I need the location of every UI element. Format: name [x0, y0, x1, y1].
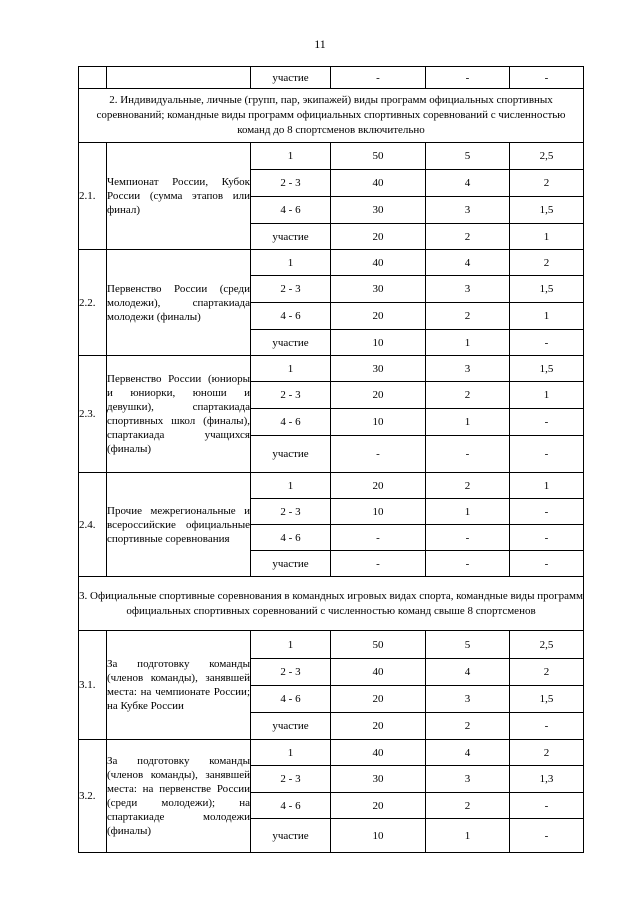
place-cell: участие: [251, 67, 331, 89]
value-cell: 40: [331, 740, 426, 766]
place-cell: 1: [251, 356, 331, 382]
value-cell: 20: [331, 793, 426, 819]
value-cell: 1: [426, 330, 510, 356]
value-cell: -: [331, 551, 426, 577]
place-cell: 4 - 6: [251, 793, 331, 819]
section-title: 3. Официальные спортивные соревнования в командных игровых видах спорта, командные виды программ официальных спортивных соревнований с численностью команд свыше 8 спортсменов: [79, 577, 584, 631]
name-cell: [107, 67, 251, 89]
value-cell: -: [510, 793, 584, 819]
value-cell: 20: [331, 224, 426, 250]
value-cell: 50: [331, 631, 426, 659]
place-cell: 1: [251, 631, 331, 659]
value-cell: 10: [331, 499, 426, 525]
value-cell: 20: [331, 473, 426, 499]
value-cell: -: [331, 436, 426, 473]
item-number: 2.3.: [79, 356, 107, 473]
value-cell: 3: [426, 276, 510, 303]
value-cell: 20: [331, 303, 426, 330]
value-cell: 40: [331, 170, 426, 197]
table-row: [79, 473, 584, 499]
value-cell: -: [510, 499, 584, 525]
value-cell: 4: [426, 659, 510, 686]
place-cell: 2 - 3: [251, 276, 331, 303]
place-cell: 1: [251, 473, 331, 499]
value-cell: 4: [426, 250, 510, 276]
value-cell: 40: [331, 659, 426, 686]
value-cell: 3: [426, 766, 510, 793]
place-cell: 4 - 6: [251, 303, 331, 330]
value-cell: 2: [510, 740, 584, 766]
place-cell: 2 - 3: [251, 499, 331, 525]
value-cell: 10: [331, 409, 426, 436]
value-cell: 1,5: [510, 276, 584, 303]
value-cell: 2: [426, 382, 510, 409]
value-cell: 20: [331, 382, 426, 409]
value-cell: 2: [426, 303, 510, 330]
competition-name: Прочие межрегиональные и всероссийские официальные спортивные соревнования: [107, 473, 251, 577]
value-cell: 2: [426, 473, 510, 499]
points-table: [78, 66, 584, 853]
place-cell: 4 - 6: [251, 197, 331, 224]
value-cell: 3: [426, 356, 510, 382]
competition-name: Чемпионат России, Кубок России (сумма этапов или финал): [107, 143, 251, 250]
place-cell: 4 - 6: [251, 409, 331, 436]
value-cell: 2,5: [510, 143, 584, 170]
value-cell: 1: [426, 499, 510, 525]
place-cell: 4 - 6: [251, 686, 331, 713]
value-cell: 1: [510, 224, 584, 250]
value-cell: -: [510, 525, 584, 551]
value-cell: 4: [426, 740, 510, 766]
place-cell: 4 - 6: [251, 525, 331, 551]
place-cell: 1: [251, 250, 331, 276]
value-cell: 20: [331, 686, 426, 713]
value-cell: 1: [426, 409, 510, 436]
value-cell: 5: [426, 143, 510, 170]
value-cell: 2: [510, 170, 584, 197]
value-cell: 30: [331, 197, 426, 224]
value-cell: 10: [331, 330, 426, 356]
value-cell: 50: [331, 143, 426, 170]
value-cell: 1: [510, 473, 584, 499]
value-cell: 3: [426, 686, 510, 713]
value-cell: 2: [426, 224, 510, 250]
value-cell: 1,5: [510, 197, 584, 224]
value-cell: -: [510, 551, 584, 577]
place-cell: 1: [251, 740, 331, 766]
table-row: [79, 67, 584, 89]
place-cell: участие: [251, 551, 331, 577]
points-table-body: [79, 67, 584, 853]
value-cell: 1,3: [510, 766, 584, 793]
value-cell: -: [331, 525, 426, 551]
section-title: 2. Индивидуальные, личные (групп, пар, экипажей) виды программ официальных спортивных соревнований; командные виды программ официальных спортивных соревнований с численностью команд до 8 спортсменов включительно: [79, 89, 584, 143]
value-cell: -: [510, 67, 584, 89]
value-cell: 30: [331, 276, 426, 303]
value-cell: 2: [426, 793, 510, 819]
value-cell: 2: [510, 250, 584, 276]
competition-name: Первенство России (юниоры и юниорки, юноши и девушки), спартакиада спортивных школ (финалы), спартакиада учащихся (финалы): [107, 356, 251, 473]
value-cell: 1: [510, 303, 584, 330]
value-cell: -: [510, 409, 584, 436]
value-cell: 2: [510, 659, 584, 686]
place-cell: 2 - 3: [251, 382, 331, 409]
value-cell: 30: [331, 766, 426, 793]
item-number: 2.1.: [79, 143, 107, 250]
place-cell: участие: [251, 224, 331, 250]
place-cell: 1: [251, 143, 331, 170]
table-row: [79, 143, 584, 170]
competition-name: За подготовку команды (членов команды), занявшей места: на первенстве России (среди молодежи); на спартакиаде молодежи (финалы): [107, 740, 251, 853]
value-cell: -: [510, 713, 584, 740]
value-cell: 2,5: [510, 631, 584, 659]
value-cell: 1,5: [510, 356, 584, 382]
value-cell: 40: [331, 250, 426, 276]
item-number: 2.4.: [79, 473, 107, 577]
competition-name: Первенство России (среди молодежи), спартакиада молодежи (финалы): [107, 250, 251, 356]
value-cell: 5: [426, 631, 510, 659]
value-cell: 10: [331, 819, 426, 853]
place-cell: участие: [251, 819, 331, 853]
table-row: [79, 740, 584, 766]
value-cell: 2: [426, 713, 510, 740]
item-number: 3.1.: [79, 631, 107, 740]
page-number: 11: [314, 37, 326, 51]
value-cell: 1: [510, 382, 584, 409]
place-cell: участие: [251, 713, 331, 740]
value-cell: -: [510, 436, 584, 473]
num-cell: [79, 67, 107, 89]
value-cell: -: [426, 551, 510, 577]
place-cell: 2 - 3: [251, 659, 331, 686]
value-cell: -: [426, 525, 510, 551]
value-cell: -: [510, 819, 584, 853]
value-cell: 30: [331, 356, 426, 382]
value-cell: 3: [426, 197, 510, 224]
value-cell: -: [510, 330, 584, 356]
place-cell: 2 - 3: [251, 170, 331, 197]
place-cell: 2 - 3: [251, 766, 331, 793]
value-cell: -: [426, 67, 510, 89]
section-row: [79, 89, 584, 143]
item-number: 3.2.: [79, 740, 107, 853]
place-cell: участие: [251, 330, 331, 356]
value-cell: -: [331, 67, 426, 89]
place-cell: участие: [251, 436, 331, 473]
value-cell: 4: [426, 170, 510, 197]
table-row: [79, 631, 584, 659]
item-number: 2.2.: [79, 250, 107, 356]
value-cell: 1: [426, 819, 510, 853]
value-cell: 1,5: [510, 686, 584, 713]
table-row: [79, 250, 584, 276]
table-row: [79, 356, 584, 382]
section-row: [79, 577, 584, 631]
competition-name: За подготовку команды (членов команды), занявшей места: на чемпионате России; на Кубке России: [107, 631, 251, 740]
value-cell: -: [426, 436, 510, 473]
value-cell: 20: [331, 713, 426, 740]
